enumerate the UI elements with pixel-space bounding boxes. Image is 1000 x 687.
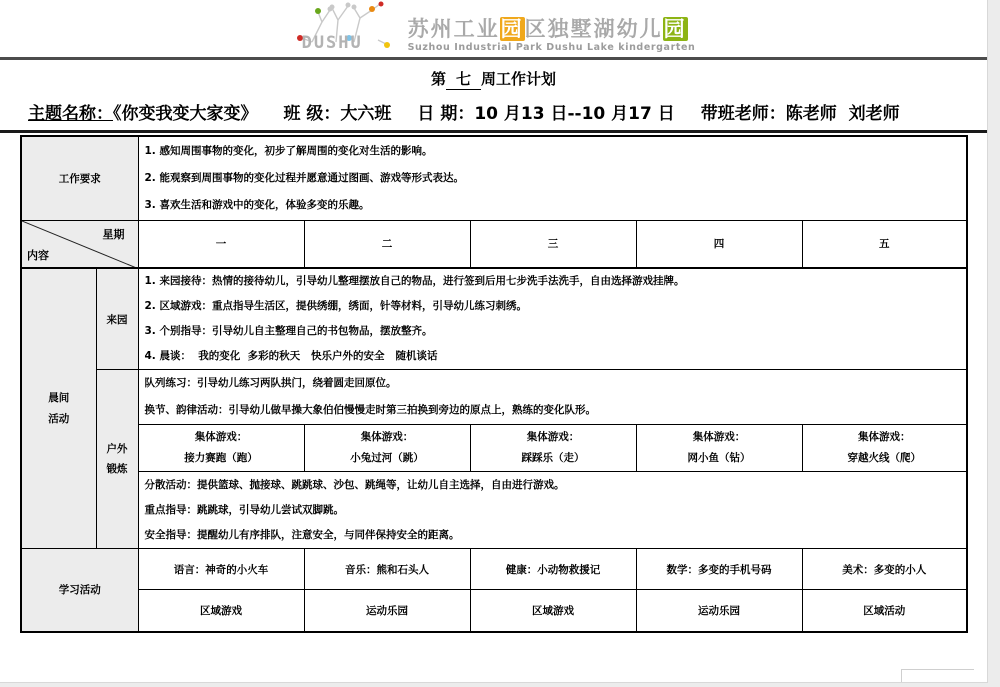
kindergarten-logo-header bbox=[0, 0, 987, 60]
group-game-name: 踩踩乐（走） bbox=[521, 452, 585, 464]
arrival-item: 2. 区域游戏：重点指导生活区，提供绣绷，绣面，针等材料，引导幼儿练习刺绣。 bbox=[144, 300, 527, 312]
outdoor-exercise-label bbox=[96, 370, 138, 549]
weekday-monday: 一 bbox=[138, 220, 304, 268]
group-game-label: 集体游戏： bbox=[692, 431, 746, 443]
lesson-monday: 语言：神奇的小火车 bbox=[138, 549, 304, 590]
work-requirements-content bbox=[138, 136, 967, 220]
free-play-content bbox=[138, 472, 967, 549]
table-row bbox=[21, 136, 967, 220]
theme-group bbox=[28, 104, 258, 124]
class-group bbox=[284, 104, 392, 124]
kindergarten-name-cn bbox=[408, 18, 696, 41]
group-game-label: 集体游戏： bbox=[194, 431, 248, 443]
group-game-name: 小兔过河（跳） bbox=[350, 452, 424, 464]
title-suffix: 周工作计划 bbox=[481, 70, 557, 88]
area-friday: 区域活动 bbox=[802, 590, 967, 632]
group-game-name: 穿越火线（爬） bbox=[847, 452, 922, 464]
outdoor-exercise-text: 户外锻炼 bbox=[106, 442, 128, 475]
teacher-group bbox=[701, 104, 900, 124]
arrival-item: 4. 晨谈： 我的变化 多彩的秋天 快乐户外的安全 随机谈话 bbox=[144, 350, 438, 362]
weekday-thursday: 四 bbox=[636, 220, 802, 268]
drill-item: 队列练习：引导幼儿练习两队拱门，绕着圆走回原位。 bbox=[144, 377, 397, 389]
lesson-tuesday: 音乐：熊和石头人 bbox=[304, 549, 470, 590]
drill-item: 换节、韵律活动：引导幼儿做早操大象伯伯慢慢走时第三拍换到旁边的原点上，熟练的变化队形。 bbox=[144, 404, 596, 416]
group-game-friday bbox=[802, 425, 967, 472]
teacher-label: 带班老师： bbox=[700, 104, 786, 124]
weekday-wednesday: 三 bbox=[470, 220, 636, 268]
cn-part1: 苏州工业 bbox=[407, 16, 500, 41]
lesson-thursday: 数学：多变的手机号码 bbox=[636, 549, 802, 590]
requirement-item: 1. 感知周围事物的变化，初步了解周围的变化对生活的影响。 bbox=[144, 144, 433, 157]
class-value: 大六班 bbox=[340, 104, 392, 124]
work-requirements-label: 工作要求 bbox=[21, 136, 138, 220]
group-game-wednesday bbox=[470, 425, 636, 472]
drill-content bbox=[138, 370, 967, 425]
group-game-label: 集体游戏： bbox=[526, 431, 580, 443]
lesson-friday: 美术：多变的小人 bbox=[802, 549, 967, 590]
arrival-label: 来园 bbox=[96, 268, 138, 370]
group-game-thursday bbox=[636, 425, 802, 472]
weekday-friday: 五 bbox=[802, 220, 967, 268]
weekly-plan-table bbox=[20, 135, 968, 633]
arrival-item: 3. 个别指导：引导幼儿自主整理自己的书包物品，摆放整齐。 bbox=[144, 325, 433, 337]
logo-name-block bbox=[408, 18, 696, 55]
table-row bbox=[21, 472, 967, 549]
date-label: 日 期： bbox=[417, 104, 475, 124]
table-row bbox=[21, 549, 967, 590]
logo-branches-graphic bbox=[292, 0, 402, 55]
group-game-label: 集体游戏： bbox=[360, 431, 414, 443]
morning-activities-text: 晨间活动 bbox=[48, 392, 70, 425]
arrival-item: 1. 来园接待：热情的接待幼儿，引导幼儿整理摆放自己的物品，进行签到后用七步洗手法洗手，自由选择游戏挂牌。 bbox=[144, 275, 685, 287]
weekday-header-row bbox=[21, 220, 967, 268]
title-prefix: 第 bbox=[430, 70, 446, 88]
weekday-tuesday: 二 bbox=[304, 220, 470, 268]
theme-label: 主题名称： bbox=[28, 104, 113, 124]
teacher-value: 陈老师 刘老师 bbox=[785, 104, 900, 124]
requirement-item: 2. 能观察到周围事物的变化过程并愿意通过图画、游戏等形式表达。 bbox=[144, 171, 464, 184]
area-tuesday: 运动乐园 bbox=[304, 590, 470, 632]
theme-value: 《你变我变大家变》 bbox=[113, 104, 258, 124]
free-play-item: 重点指导：跳跳球，引导幼儿尝试双脚跳。 bbox=[144, 503, 344, 516]
table-row bbox=[21, 590, 967, 632]
morning-activities-label bbox=[21, 268, 96, 549]
area-wednesday: 区域游戏 bbox=[470, 590, 636, 632]
table-row bbox=[21, 370, 967, 425]
corner-label-content: 内容 bbox=[27, 249, 49, 262]
area-monday: 区域游戏 bbox=[138, 590, 304, 632]
requirement-item: 3. 喜欢生活和游戏中的变化，体验多变的乐趣。 bbox=[144, 198, 370, 211]
title-week-number: 七 bbox=[446, 68, 481, 90]
logo-brand-text: DUSHU bbox=[301, 33, 363, 53]
group-game-label: 集体游戏： bbox=[858, 431, 911, 443]
cn-park-char-green: 园 bbox=[663, 16, 687, 41]
group-game-monday bbox=[138, 425, 304, 472]
group-games-row bbox=[21, 425, 967, 472]
corner-label-week: 星期 bbox=[102, 227, 125, 241]
arrival-content bbox=[138, 268, 967, 370]
group-game-tuesday bbox=[304, 425, 470, 472]
cn-part2: 区独墅湖幼儿 bbox=[524, 16, 663, 41]
free-play-item: 安全指导：提醒幼儿有序排队，注意安全，与同伴保持安全的距离。 bbox=[144, 528, 460, 541]
learning-activities-label: 学习活动 bbox=[21, 549, 138, 632]
table-row bbox=[21, 268, 967, 370]
cn-park-char-yellow: 园 bbox=[500, 16, 524, 41]
next-page-edge bbox=[901, 669, 974, 683]
date-group bbox=[417, 104, 674, 124]
free-play-item: 分散活动：提供篮球、抛接球、跳跳球、沙包、跳绳等，让幼儿自主选择，自由进行游戏。 bbox=[144, 478, 565, 491]
lesson-wednesday: 健康：小动物救援记 bbox=[470, 549, 636, 590]
kindergarten-name-en: Suzhou Industrial Park Dushu Lake kindergarten bbox=[407, 42, 696, 53]
date-value: 10 月13 日--10 月17 日 bbox=[474, 104, 675, 124]
class-label: 班 级： bbox=[283, 104, 341, 124]
group-game-name: 接力赛跑（跑） bbox=[184, 452, 258, 464]
area-thursday: 运动乐园 bbox=[636, 590, 802, 632]
group-game-name: 网小鱼（钻） bbox=[687, 452, 751, 464]
plan-meta-line bbox=[0, 99, 987, 133]
page-title bbox=[0, 68, 987, 90]
diagonal-header-cell bbox=[21, 220, 138, 268]
